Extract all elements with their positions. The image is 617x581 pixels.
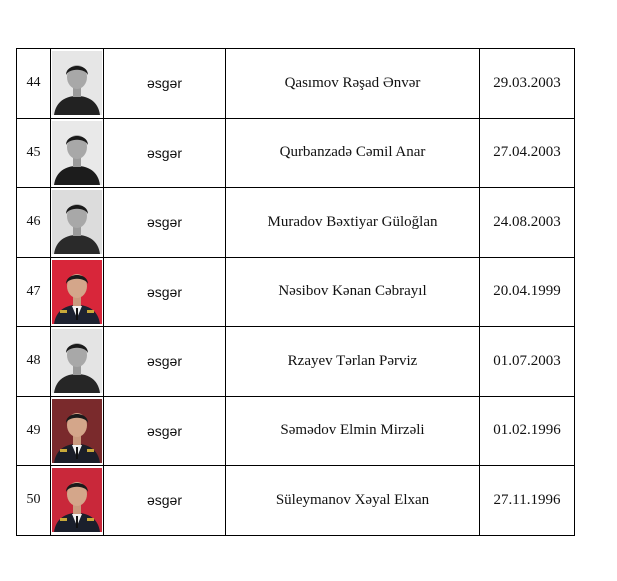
birth-date-cell: 24.08.2003 bbox=[480, 188, 575, 258]
roster-table bbox=[16, 48, 575, 536]
row-number: 48 bbox=[17, 327, 51, 397]
rank-cell: əsgər bbox=[104, 118, 226, 188]
name-cell: Səmədov Elmin Mirzəli bbox=[226, 396, 480, 466]
rank-cell: əsgər bbox=[104, 257, 226, 327]
birth-date-cell: 20.04.1999 bbox=[480, 257, 575, 327]
rank-cell: əsgər bbox=[104, 188, 226, 258]
photo-cell bbox=[51, 118, 104, 188]
row-number: 49 bbox=[17, 396, 51, 466]
birth-date-cell: 01.02.1996 bbox=[480, 396, 575, 466]
portrait-photo bbox=[52, 190, 102, 254]
row-number: 47 bbox=[17, 257, 51, 327]
table-row bbox=[17, 118, 575, 188]
row-number: 50 bbox=[17, 466, 51, 536]
row-number: 44 bbox=[17, 49, 51, 119]
row-number: 46 bbox=[17, 188, 51, 258]
name-cell: Muradov Bəxtiyar Güloğlan bbox=[226, 188, 480, 258]
portrait-photo bbox=[52, 260, 102, 324]
portrait-photo bbox=[52, 51, 102, 115]
table-row bbox=[17, 257, 575, 327]
birth-date-cell: 01.07.2003 bbox=[480, 327, 575, 397]
row-number: 45 bbox=[17, 118, 51, 188]
photo-cell bbox=[51, 49, 104, 119]
table-row bbox=[17, 396, 575, 466]
name-cell: Qasımov Rəşad Ənvər bbox=[226, 49, 480, 119]
portrait-photo bbox=[52, 399, 102, 463]
birth-date-cell: 29.03.2003 bbox=[480, 49, 575, 119]
photo-cell bbox=[51, 396, 104, 466]
portrait-photo bbox=[52, 121, 102, 185]
table-row bbox=[17, 188, 575, 258]
photo-cell bbox=[51, 327, 104, 397]
roster-body bbox=[17, 49, 575, 536]
table-row bbox=[17, 327, 575, 397]
name-cell: Rzayev Tərlan Pərviz bbox=[226, 327, 480, 397]
name-cell: Qurbanzadə Cəmil Anar bbox=[226, 118, 480, 188]
rank-cell: əsgər bbox=[104, 327, 226, 397]
portrait-photo bbox=[52, 329, 102, 393]
rank-cell: əsgər bbox=[104, 49, 226, 119]
name-cell: Süleymanov Xəyal Elxan bbox=[226, 466, 480, 536]
birth-date-cell: 27.11.1996 bbox=[480, 466, 575, 536]
photo-cell bbox=[51, 257, 104, 327]
portrait-photo bbox=[52, 468, 102, 532]
name-cell: Nəsibov Kənan Cəbrayıl bbox=[226, 257, 480, 327]
photo-cell bbox=[51, 188, 104, 258]
rank-cell: əsgər bbox=[104, 396, 226, 466]
table-row bbox=[17, 49, 575, 119]
table-row bbox=[17, 466, 575, 536]
photo-cell bbox=[51, 466, 104, 536]
birth-date-cell: 27.04.2003 bbox=[480, 118, 575, 188]
rank-cell: əsgər bbox=[104, 466, 226, 536]
